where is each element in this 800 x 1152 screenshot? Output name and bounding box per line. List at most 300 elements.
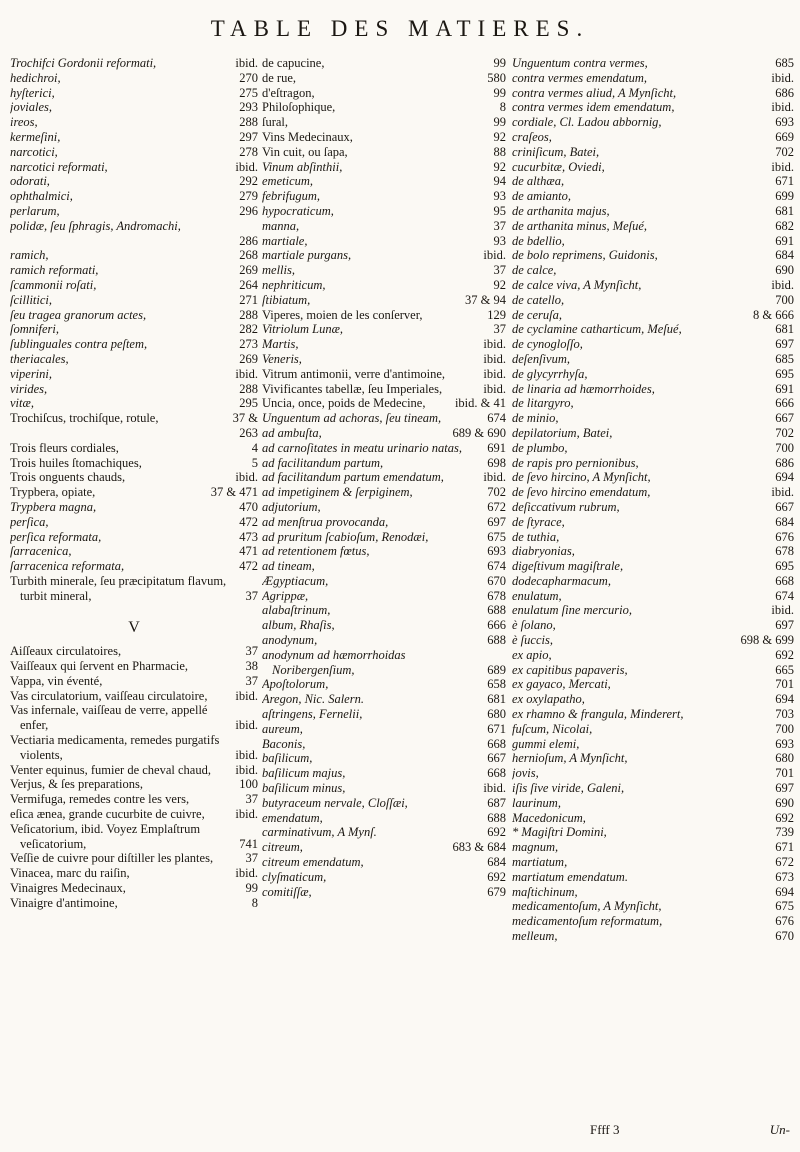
entry-term: cordiale, Cl. Ladou abbornig, xyxy=(512,115,662,130)
index-entry xyxy=(512,751,794,766)
index-entry xyxy=(10,896,258,911)
index-entry xyxy=(262,204,506,219)
entry-page-ref: 99 xyxy=(245,881,258,896)
entry-term: medicamentoſum reformatum, xyxy=(512,914,663,929)
signature-mark: Ffff 3 xyxy=(590,1122,620,1137)
index-entry xyxy=(10,115,258,130)
index-entry xyxy=(10,659,258,674)
entry-term: de arthanita majus, xyxy=(512,203,610,218)
index-entry xyxy=(10,530,258,545)
entry-page-ref: 679 xyxy=(487,884,506,899)
index-entry xyxy=(262,86,506,101)
entry-term: Verjus, & ſes preparations, xyxy=(10,777,143,792)
index-entry xyxy=(512,426,794,441)
entry-page-ref: ibid. xyxy=(235,747,258,762)
index-entry xyxy=(512,352,794,367)
entry-term: de ceruſa, xyxy=(512,307,562,322)
index-entry xyxy=(10,86,258,101)
entry-page-ref: 697 xyxy=(775,337,794,352)
entry-term: Uncia, once, poids de Medecine, xyxy=(262,396,426,411)
entry-term: de ſevo hircino emendatum, xyxy=(512,485,651,500)
entry-term: Vin cuit, ou ſapa, xyxy=(262,144,348,159)
entry-page-ref: 37 & 471 xyxy=(210,485,258,500)
entry-term: ad tineam, xyxy=(262,559,315,574)
index-entry xyxy=(512,633,794,648)
section-letter-v: V xyxy=(128,619,140,637)
index-entry xyxy=(512,692,794,707)
index-entry xyxy=(512,337,794,352)
entry-term: de calce viva, A Mynſicht, xyxy=(512,277,642,292)
entry-term: dodecapharmacum, xyxy=(512,573,611,588)
index-entry xyxy=(10,219,258,234)
entry-page-ref: 670 xyxy=(775,929,794,944)
index-entry xyxy=(10,278,258,293)
entry-page-ref: 580 xyxy=(487,70,506,85)
index-entry xyxy=(512,382,794,397)
entry-page-ref: 681 xyxy=(775,203,794,218)
index-entry xyxy=(262,308,506,323)
index-entry xyxy=(10,100,258,115)
index-entry xyxy=(262,189,506,204)
entry-page-ref: 673 xyxy=(775,869,794,884)
entry-page-ref: 472 xyxy=(239,514,258,529)
entry-term: comitiſſæ, xyxy=(262,884,312,899)
index-entry xyxy=(10,822,258,852)
entry-term: Vinaigres Medecinaux, xyxy=(10,881,126,896)
entry-page-ref: 686 xyxy=(775,455,794,470)
entry-page-ref: 681 xyxy=(775,322,794,337)
entry-term: ſtibiatum, xyxy=(262,292,311,307)
index-entry xyxy=(262,840,506,855)
index-entry xyxy=(512,737,794,752)
entry-page-ref: 472 xyxy=(239,559,258,574)
index-entry xyxy=(10,703,258,733)
entry-term: de capucine, xyxy=(262,56,325,70)
index-entry xyxy=(10,515,258,530)
entry-page-ref: 700 xyxy=(775,721,794,736)
entry-page-ref: 690 xyxy=(775,263,794,278)
entry-page-ref: 8 & 666 xyxy=(753,307,794,322)
entry-page-ref: 288 xyxy=(239,115,258,130)
entry-term: Viperes, moien de les conſerver, xyxy=(262,307,423,322)
page-footer xyxy=(520,1122,790,1138)
index-entry xyxy=(262,470,506,485)
index-entry xyxy=(262,692,506,707)
entry-term: Unguentum ad achoras, ſeu tineam, xyxy=(262,411,442,426)
entry-page-ref: 691 xyxy=(487,440,506,455)
entry-term: digeſtivum magiſtrale, xyxy=(512,559,624,574)
index-entry xyxy=(10,382,258,397)
entry-page-ref: 667 xyxy=(487,751,506,766)
entry-page-ref: 99 xyxy=(493,85,506,100)
index-entry xyxy=(512,677,794,692)
entry-page-ref: 288 xyxy=(239,307,258,322)
entry-term: Martis, xyxy=(262,337,299,352)
entry-page-ref: 697 xyxy=(775,618,794,633)
index-entry xyxy=(10,204,258,219)
entry-page-ref: ibid. xyxy=(771,485,794,500)
entry-term: ramich, xyxy=(10,248,49,263)
entry-page-ref: 688 xyxy=(487,810,506,825)
index-entry xyxy=(262,633,506,648)
entry-page-ref: 473 xyxy=(239,529,258,544)
index-entry xyxy=(512,589,794,604)
entry-term: Turbith minerale, ſeu præcipitatum flavum, turbit mineral, xyxy=(10,573,227,603)
entry-term: ex capitibus papaveris, xyxy=(512,662,628,677)
index-entry xyxy=(10,881,258,896)
index-entry xyxy=(10,733,258,763)
index-entry xyxy=(262,530,506,545)
catchword: Un- xyxy=(769,1122,790,1137)
entry-page-ref: 678 xyxy=(487,588,506,603)
entry-term: ad pruritum ſcabioſum, Renodæi, xyxy=(262,529,429,544)
index-column-1 xyxy=(10,56,258,911)
entry-page-ref: ibid. xyxy=(235,688,258,703)
index-entry xyxy=(10,689,258,704)
entry-page-ref: 297 xyxy=(239,129,258,144)
entry-page-ref: 680 xyxy=(775,751,794,766)
index-entry xyxy=(262,160,506,175)
entry-term: fuſcum, Nicolai, xyxy=(512,721,593,736)
entry-page-ref: 268 xyxy=(239,248,258,263)
entry-term: de minio, xyxy=(512,411,559,426)
index-entry xyxy=(512,618,794,633)
entry-page-ref: 665 xyxy=(775,662,794,677)
index-entry xyxy=(262,145,506,160)
entry-page-ref: ibid. xyxy=(771,100,794,115)
entry-term: Trypbera magna, xyxy=(10,499,97,514)
index-entry xyxy=(512,396,794,411)
entry-page-ref: 691 xyxy=(775,233,794,248)
entry-term: * Magiſtri Domini, xyxy=(512,825,607,840)
entry-term: ſublinguales contra peſtem, xyxy=(10,337,148,352)
entry-page-ref: ibid. xyxy=(483,381,506,396)
entry-page-ref: 671 xyxy=(775,840,794,855)
entry-page-ref: 264 xyxy=(239,277,258,292)
entry-term: Vitriolum Lunæ, xyxy=(262,322,344,337)
entry-term: laurinum, xyxy=(512,795,561,810)
entry-page-ref: ibid. xyxy=(771,70,794,85)
entry-term: martiatum emendatum. xyxy=(512,869,628,884)
entry-term: de amianto, xyxy=(512,189,572,204)
index-entry xyxy=(512,411,794,426)
entry-term: ophthalmici, xyxy=(10,189,73,204)
index-entry xyxy=(512,145,794,160)
entry-page-ref: 38 xyxy=(245,659,258,674)
index-entry xyxy=(10,674,258,689)
index-entry xyxy=(10,234,258,249)
entry-page-ref: 270 xyxy=(239,70,258,85)
entry-page-ref: 700 xyxy=(775,292,794,307)
entry-term: viperini, xyxy=(10,366,53,381)
entry-term: ad menſtrua provocanda, xyxy=(262,514,389,529)
index-entry xyxy=(512,263,794,278)
entry-term: ſarracenica, xyxy=(10,544,72,559)
entry-term: Trochiſcus, trochiſque, rotule, xyxy=(10,411,159,426)
index-entry xyxy=(512,530,794,545)
index-entry xyxy=(262,293,506,308)
entry-page-ref: 702 xyxy=(775,144,794,159)
entry-term: ſomniferi, xyxy=(10,322,59,337)
index-entry xyxy=(262,130,506,145)
index-entry xyxy=(512,796,794,811)
entry-page-ref: ibid. xyxy=(483,351,506,366)
entry-term: d'eſtragon, xyxy=(262,85,315,100)
index-entry xyxy=(262,441,506,456)
index-entry xyxy=(512,811,794,826)
index-entry xyxy=(10,559,258,574)
entry-page-ref: 8 xyxy=(499,100,506,115)
entry-page-ref: 292 xyxy=(239,174,258,189)
index-entry xyxy=(262,559,506,574)
entry-term: enulatum, xyxy=(512,588,562,603)
entry-page-ref: 471 xyxy=(239,544,258,559)
index-entry xyxy=(512,278,794,293)
entry-term: Trois fleurs cordiales, xyxy=(10,440,119,455)
entry-page-ref: ibid. xyxy=(483,470,506,485)
entry-term: ad retentionem fœtus, xyxy=(262,544,370,559)
entry-page-ref: 701 xyxy=(775,766,794,781)
entry-term: è ſuccis, xyxy=(512,633,553,648)
entry-page-ref: 282 xyxy=(239,322,258,337)
entry-page-ref: 694 xyxy=(775,470,794,485)
entry-term: de cyclamine catharticum, Meſué, xyxy=(512,322,682,337)
entry-term: Philoſophique, xyxy=(262,100,336,115)
index-entry xyxy=(512,574,794,589)
index-entry xyxy=(262,618,506,633)
index-entry xyxy=(10,470,258,485)
index-entry xyxy=(10,367,258,382)
entry-page-ref: 293 xyxy=(239,100,258,115)
index-entry xyxy=(512,204,794,219)
entry-page-ref: 675 xyxy=(487,529,506,544)
entry-term: Aregon, Nic. Salern. xyxy=(262,692,364,707)
index-entry xyxy=(10,396,258,411)
entry-term: ſeu tragea granorum actes, xyxy=(10,307,147,322)
entry-page-ref: 8 xyxy=(251,895,258,910)
entry-page-ref: 674 xyxy=(487,411,506,426)
entry-page-ref: 695 xyxy=(775,559,794,574)
entry-term: Macedonicum, xyxy=(512,810,586,825)
entry-term: ireos, xyxy=(10,115,38,130)
entry-term: Vaiſſeaux qui ſervent en Pharmacie, xyxy=(10,659,189,674)
entry-term: Vas circulatorium, vaiſſeau circulatoire, xyxy=(10,688,208,703)
entry-term: perlarum, xyxy=(10,203,60,218)
entry-term: martiale purgans, xyxy=(262,248,352,263)
entry-page-ref: 697 xyxy=(487,514,506,529)
index-entry xyxy=(10,308,258,323)
entry-term: Vins Medecinaux, xyxy=(262,129,353,144)
index-entry xyxy=(512,840,794,855)
index-entry xyxy=(262,825,506,840)
entry-page-ref: 702 xyxy=(487,485,506,500)
entry-page-ref: ibid. xyxy=(483,366,506,381)
entry-page-ref: 697 xyxy=(775,781,794,796)
entry-term: emeticum, xyxy=(262,174,314,189)
entry-term: Veneris, xyxy=(262,351,302,366)
index-entry xyxy=(262,781,506,796)
entry-page-ref: ibid. xyxy=(483,248,506,263)
index-entry xyxy=(512,722,794,737)
entry-page-ref: 693 xyxy=(487,544,506,559)
entry-page-ref: 5 xyxy=(251,455,258,470)
index-entry xyxy=(512,899,794,914)
entry-page-ref: 269 xyxy=(239,351,258,366)
entry-page-ref: 671 xyxy=(775,174,794,189)
index-entry xyxy=(262,396,506,411)
entry-page-ref: 678 xyxy=(775,544,794,559)
entry-term: odorati, xyxy=(10,174,50,189)
entry-page-ref: 684 xyxy=(775,248,794,263)
index-entry xyxy=(262,426,506,441)
entry-term: hypocraticum, xyxy=(262,203,334,218)
entry-term: jovis, xyxy=(512,766,539,781)
index-entry xyxy=(512,441,794,456)
entry-page-ref: 295 xyxy=(239,396,258,411)
entry-term: Apoſtolorum, xyxy=(262,677,329,692)
entry-term: anodynum, xyxy=(262,633,318,648)
entry-term: virides, xyxy=(10,381,48,396)
index-entry xyxy=(512,663,794,678)
entry-page-ref: 37 xyxy=(245,851,258,866)
entry-term: de cynogloſſo, xyxy=(512,337,583,352)
index-entry xyxy=(10,792,258,807)
entry-term: ex oxylapatho, xyxy=(512,692,585,707)
entry-term: joviales, xyxy=(10,100,53,115)
entry-term: album, Rhaſis, xyxy=(262,618,335,633)
entry-term: Vermifuga, remedes contre les vers, xyxy=(10,792,190,807)
entry-page-ref: 271 xyxy=(239,292,258,307)
entry-term: de calce, xyxy=(512,263,557,278)
index-entry xyxy=(10,544,258,559)
entry-term: narcotici, xyxy=(10,144,58,159)
index-entry xyxy=(262,870,506,885)
entry-page-ref: 674 xyxy=(775,588,794,603)
entry-page-ref: 695 xyxy=(775,366,794,381)
entry-page-ref: 94 xyxy=(493,174,506,189)
index-entry xyxy=(10,456,258,471)
entry-page-ref: 676 xyxy=(775,529,794,544)
entry-page-ref: 95 xyxy=(493,203,506,218)
index-entry xyxy=(512,56,794,71)
entry-term: de tuthia, xyxy=(512,529,560,544)
index-entry xyxy=(262,100,506,115)
entry-term: hedichroi, xyxy=(10,70,61,85)
index-entry xyxy=(262,811,506,826)
entry-term: narcotici reformati, xyxy=(10,159,108,174)
index-entry xyxy=(512,322,794,337)
index-entry xyxy=(262,56,506,71)
index-entry xyxy=(262,737,506,752)
index-entry xyxy=(262,515,506,530)
entry-page-ref: 700 xyxy=(775,440,794,455)
entry-page-ref: 686 xyxy=(775,85,794,100)
entry-page-ref: 658 xyxy=(487,677,506,692)
index-entry xyxy=(262,263,506,278)
entry-page-ref: 37 xyxy=(245,792,258,807)
entry-page-ref: 275 xyxy=(239,85,258,100)
entry-term: Unguentum contra vermes, xyxy=(512,56,648,70)
entry-page-ref: 99 xyxy=(493,56,506,70)
entry-page-ref: ibid. xyxy=(483,781,506,796)
index-entry xyxy=(10,322,258,337)
entry-term: ſcillitici, xyxy=(10,292,53,307)
entry-term: ex gayaco, Mercati, xyxy=(512,677,611,692)
entry-page-ref: 692 xyxy=(487,825,506,840)
entry-term: ad facilitandum partum, xyxy=(262,455,384,470)
index-entry xyxy=(512,86,794,101)
index-entry xyxy=(262,722,506,737)
index-entry xyxy=(262,322,506,337)
index-entry xyxy=(10,145,258,160)
index-entry xyxy=(262,648,506,678)
entry-term: perſica reformata, xyxy=(10,529,102,544)
entry-term: Vappa, vin éventé, xyxy=(10,673,103,688)
entry-term: nephriticum, xyxy=(262,277,326,292)
index-entry xyxy=(512,293,794,308)
entry-term: de plumbo, xyxy=(512,440,568,455)
entry-term: gummi elemi, xyxy=(512,736,580,751)
entry-page-ref: ibid. xyxy=(235,866,258,881)
entry-term: Vivificantes tabellæ, ſeu Imperiales, xyxy=(262,381,443,396)
entry-term: kermeſini, xyxy=(10,129,61,144)
entry-term: deſenſivum, xyxy=(512,351,570,366)
index-entry xyxy=(10,500,258,515)
entry-term: martiale, xyxy=(262,233,308,248)
entry-page-ref: 93 xyxy=(493,233,506,248)
entry-term: vitæ, xyxy=(10,396,34,411)
entry-term: perſica, xyxy=(10,514,49,529)
entry-term: mellis, xyxy=(262,263,295,278)
index-entry xyxy=(262,278,506,293)
entry-page-ref: 674 xyxy=(487,559,506,574)
index-entry xyxy=(512,766,794,781)
entry-page-ref: 667 xyxy=(775,499,794,514)
index-entry xyxy=(262,796,506,811)
index-entry xyxy=(10,426,258,441)
entry-page-ref: ibid. xyxy=(235,807,258,822)
entry-term: clyſmaticum, xyxy=(262,869,327,884)
entry-term: citreum, xyxy=(262,840,303,855)
index-entry xyxy=(10,763,258,778)
entry-page-ref: 129 xyxy=(487,307,506,322)
entry-page-ref: 37 xyxy=(245,644,258,659)
entry-page-ref: 692 xyxy=(775,810,794,825)
entry-term: ex apio, xyxy=(512,647,552,662)
entry-term: Vas infernale, vaiſſeau de verre, appellé enfer, xyxy=(10,703,208,733)
entry-term: polidæ, ſeu ſphragis, Andromachi, xyxy=(10,218,181,233)
entry-page-ref: 668 xyxy=(775,573,794,588)
index-entry xyxy=(512,485,794,500)
entry-term: Veſſie de cuivre pour diſtiller les plantes, xyxy=(10,851,214,866)
entry-term: ex rhamno & frangula, Minderert, xyxy=(512,707,684,722)
index-entry xyxy=(10,130,258,145)
entry-page-ref: 682 xyxy=(775,218,794,233)
entry-page-ref: 741 xyxy=(239,836,258,851)
entry-page-ref: ibid. xyxy=(235,470,258,485)
entry-page-ref: 692 xyxy=(775,647,794,662)
entry-page-ref: 694 xyxy=(775,884,794,899)
index-entry xyxy=(512,100,794,115)
index-entry xyxy=(262,234,506,249)
entry-term: Trochifci Gordonii reformati, xyxy=(10,56,157,70)
entry-page-ref: 692 xyxy=(487,869,506,884)
entry-term: medicamentoſum, A Mynſicht, xyxy=(512,899,662,914)
entry-term: ſural, xyxy=(262,115,289,130)
entry-term: iſis ſive viride, Galeni, xyxy=(512,781,625,796)
index-entry xyxy=(262,766,506,781)
index-entry xyxy=(512,160,794,175)
